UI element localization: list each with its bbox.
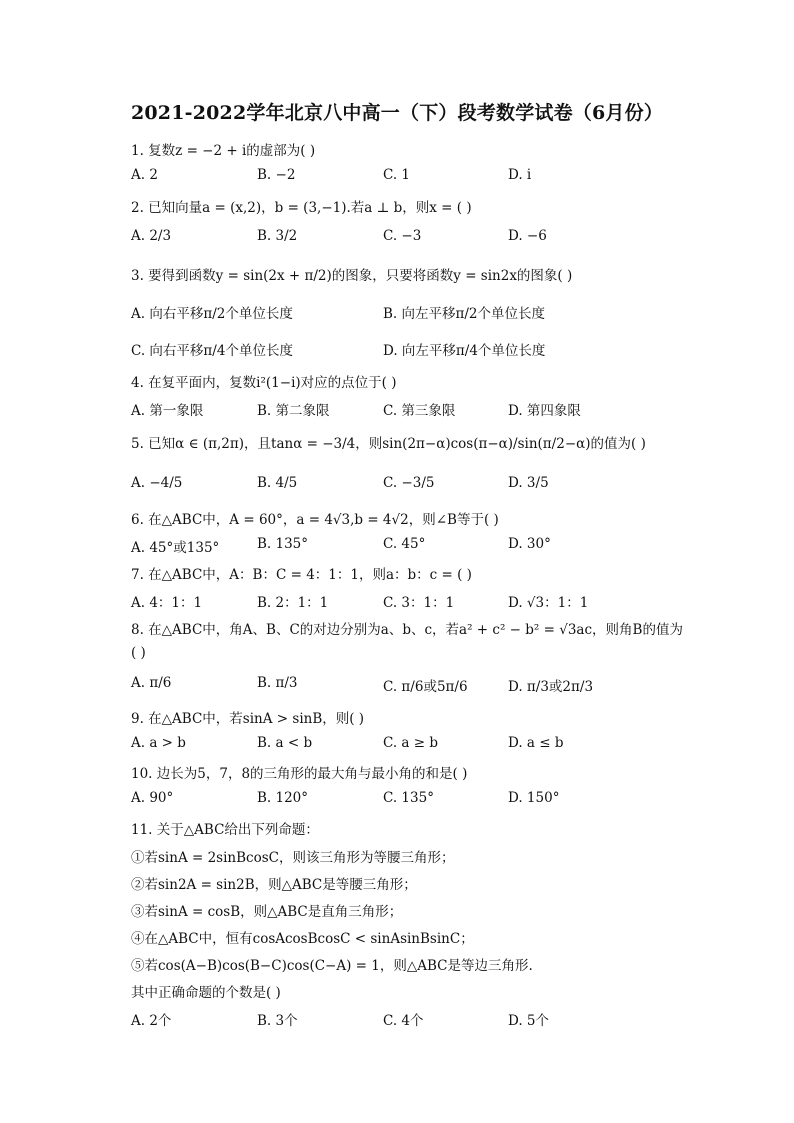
question-2-options [131, 228, 651, 250]
q2-option-d: D. −6 [508, 228, 547, 244]
q4-option-d: D. 第四象限 [508, 403, 581, 419]
q2-option-b: B. 3/2 [257, 228, 298, 244]
q10-option-a: A. 90° [131, 790, 174, 806]
q6-option-b: B. 135° [257, 536, 309, 552]
q8-option-b: B. π/3 [257, 675, 298, 691]
q9-option-b: B. a < b [257, 735, 313, 751]
q6-option-c: C. 45° [383, 536, 426, 552]
q11-option-b: B. 3个 [257, 1013, 298, 1029]
q3-option-b: B. 向左平移π/2个单位长度 [383, 306, 546, 322]
q1-option-b: B. −2 [257, 167, 296, 183]
q4-option-b: B. 第二象限 [257, 403, 330, 419]
q3-option-c: C. 向右平移π/4个单位长度 [131, 343, 293, 359]
question-9-stem: 9. 在△ABC中，若sinA > sinB，则( ) [131, 711, 365, 727]
question-2-stem: 2. 已知向量a = (x,2)，b = (3,−1).若a ⊥ b，则x = ( ) [131, 200, 472, 216]
q11-question-tail: 其中正确命题的个数是( ) [131, 985, 281, 1001]
q3-option-a: A. 向右平移π/2个单位长度 [131, 306, 293, 322]
q2-option-a: A. 2/3 [131, 228, 172, 244]
question-10-options [131, 790, 651, 812]
q1-option-d: D. i [508, 167, 532, 183]
question-11-options [131, 1009, 651, 1031]
q5-option-b: B. 4/5 [257, 475, 298, 491]
question-6-options [131, 536, 651, 558]
question-3-options-row1 [131, 302, 651, 324]
question-1-options [131, 167, 651, 189]
q8-option-c: C. π/6或5π/6 [383, 679, 468, 695]
question-5-stem: 5. 已知α ∈ (π,2π)，且tanα = −3/4，则sin(2π−α)cos(π−α)/sin(π/2−α)的值为( ) [131, 436, 646, 452]
question-3-options-row2 [131, 339, 651, 361]
q5-option-d: D. 3/5 [508, 475, 549, 491]
question-6-stem: 6. 在△ABC中，A = 60°，a = 4√3,b = 4√2，则∠B等于( ) [131, 512, 499, 528]
q9-option-d: D. a ≤ b [508, 735, 564, 751]
q11-option-c: C. 4个 [383, 1013, 424, 1029]
question-11-stem: 11. 关于△ABC给出下列命题： [131, 822, 319, 838]
q5-option-a: A. −4/5 [131, 475, 183, 491]
q11-statement-4: ④在△ABC中，恒有cosAcosBcosC < sinAsinBsinC； [131, 931, 474, 947]
q7-option-d: D. √3：1：1 [508, 595, 589, 611]
question-9-options [131, 735, 651, 757]
question-1-stem: 1. 复数z = −2 + i的虚部为( ) [131, 143, 316, 159]
page-title: 2021-2022学年北京八中高一（下）段考数学试卷（6月份） [130, 102, 664, 124]
question-8-stem: 8. 在△ABC中，角A、B、C的对边分别为a、b、c，若a² + c² − b² = √3ac，则角B的值为 [131, 622, 683, 638]
q6-option-a: A. 45°或135° [131, 540, 220, 556]
question-8-stem-continued: ( ) [131, 645, 146, 661]
q10-option-b: B. 120° [257, 790, 309, 806]
q11-statement-5: ⑤若cos(A−B)cos(B−C)cos(C−A) = 1，则△ABC是等边三角形. [131, 958, 533, 974]
q10-option-c: C. 135° [383, 790, 434, 806]
q1-option-a: A. 2 [131, 167, 158, 183]
q10-option-d: D. 150° [508, 790, 560, 806]
q11-statement-2: ②若sin2A = sin2B，则△ABC是等腰三角形； [131, 877, 417, 893]
q11-option-d: D. 5个 [508, 1013, 550, 1029]
q9-option-c: C. a ≥ b [383, 735, 439, 751]
q1-option-c: C. 1 [383, 167, 411, 183]
q8-option-a: A. π/6 [131, 675, 172, 691]
q3-option-d: D. 向左平移π/4个单位长度 [383, 343, 546, 359]
q5-option-c: C. −3/5 [383, 475, 435, 491]
q4-option-c: C. 第三象限 [383, 403, 456, 419]
q6-option-d: D. 30° [508, 536, 551, 552]
q11-statement-3: ③若sinA = cosB，则△ABC是直角三角形； [131, 904, 403, 920]
question-3-stem: 3. 要得到函数y = sin(2x + π/2)的图象，只要将函数y = sin2x的图象( ) [131, 268, 573, 284]
q11-option-a: A. 2个 [131, 1013, 172, 1029]
q4-option-a: A. 第一象限 [131, 403, 204, 419]
question-10-stem: 10. 边长为5，7，8的三角形的最大角与最小角的和是( ) [131, 766, 468, 782]
q7-option-b: B. 2：1：1 [257, 595, 329, 611]
q11-statement-1: ①若sinA = 2sinBcosC，则该三角形为等腰三角形； [131, 850, 455, 866]
question-4-stem: 4. 在复平面内，复数i²(1−i)对应的点位于( ) [131, 375, 397, 391]
q7-option-c: C. 3：1：1 [383, 595, 455, 611]
question-8-options [131, 675, 651, 697]
question-5-options [131, 475, 651, 497]
question-7-options [131, 591, 651, 613]
q8-option-d: D. π/3或2π/3 [508, 679, 594, 695]
q2-option-c: C. −3 [383, 228, 422, 244]
question-7-stem: 7. 在△ABC中，A：B：C = 4：1：1，则a：b：c = ( ) [131, 567, 472, 583]
question-4-options [131, 399, 651, 421]
q9-option-a: A. a > b [131, 735, 186, 751]
q7-option-a: A. 4：1：1 [131, 595, 203, 611]
